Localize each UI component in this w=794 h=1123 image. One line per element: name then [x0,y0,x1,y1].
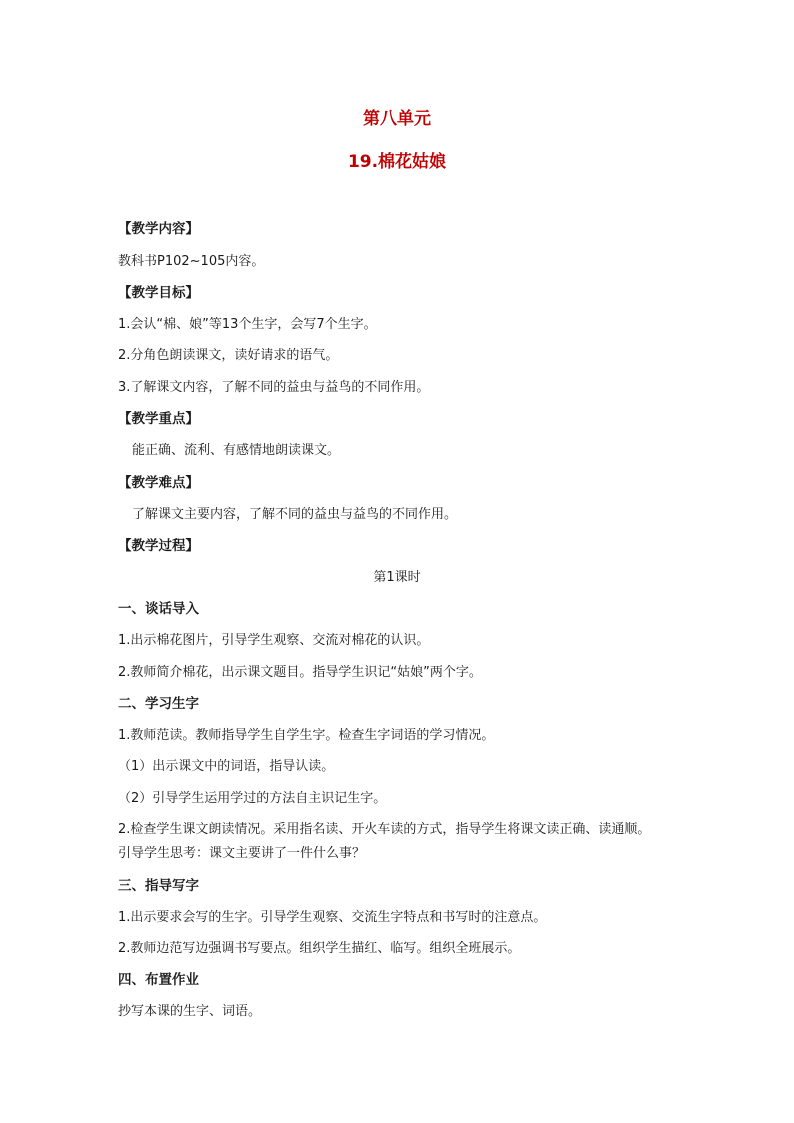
step4-heading: 四、布置作业 [118,972,199,988]
goal-item: 3.了解课文内容，了解不同的益虫与益鸟的不同作用。 [118,380,430,395]
key-text: 能正确、流利、有感情地朗读课文。 [132,443,341,458]
content-text: 教科书P102~105内容。 [118,254,265,269]
step2-item: （1）出示课文中的词语，指导认读。 [118,759,335,774]
step4-item: 抄写本课的生字、词语。 [118,1004,262,1019]
goal-item: 2.分角色朗读课文，读好请求的语气。 [118,348,339,363]
step1-heading: 一、谈话导入 [118,601,199,617]
goal-item: 1.会认“棉、娘”等13个生字，会写7个生字。 [118,317,377,332]
goals-heading: 【教学目标】 [118,285,199,301]
step2-heading: 二、学习生字 [118,696,199,712]
lesson-title: 19.棉花姑娘 [347,152,447,172]
step2-item: 引导学生思考：课文主要讲了一件什么事？ [118,846,366,861]
step2-item: 1.教师范读。教师指导学生自学生字。检查生字词语的学习情况。 [118,728,495,743]
step2-item: 2.检查学生课文朗读情况。采用指名读、开火车读的方式，指导学生将课文读正确、读通顺。 [118,822,651,837]
difficulty-heading: 【教学难点】 [118,475,199,491]
key-heading: 【教学重点】 [118,411,199,427]
process-heading: 【教学过程】 [118,538,199,554]
step3-item: 1.出示要求会写的生字。引导学生观察、交流生字特点和书写时的注意点。 [118,910,547,925]
step1-item: 2.教师简介棉花，出示课文题目。指导学生识记“姑娘”两个字。 [118,665,482,680]
unit-title: 第八单元 [363,109,431,129]
period-label: 第1课时 [373,570,421,585]
step2-item: （2）引导学生运用学过的方法自主识记生字。 [118,791,387,806]
step3-item: 2.教师边范写边强调书写要点。组织学生描红、临写。组织全班展示。 [118,941,521,956]
content-heading: 【教学内容】 [118,221,199,237]
step3-heading: 三、指导写字 [118,878,199,894]
difficulty-text: 了解课文主要内容，了解不同的益虫与益鸟的不同作用。 [132,507,458,522]
step1-item: 1.出示棉花图片，引导学生观察、交流对棉花的认识。 [118,633,430,648]
